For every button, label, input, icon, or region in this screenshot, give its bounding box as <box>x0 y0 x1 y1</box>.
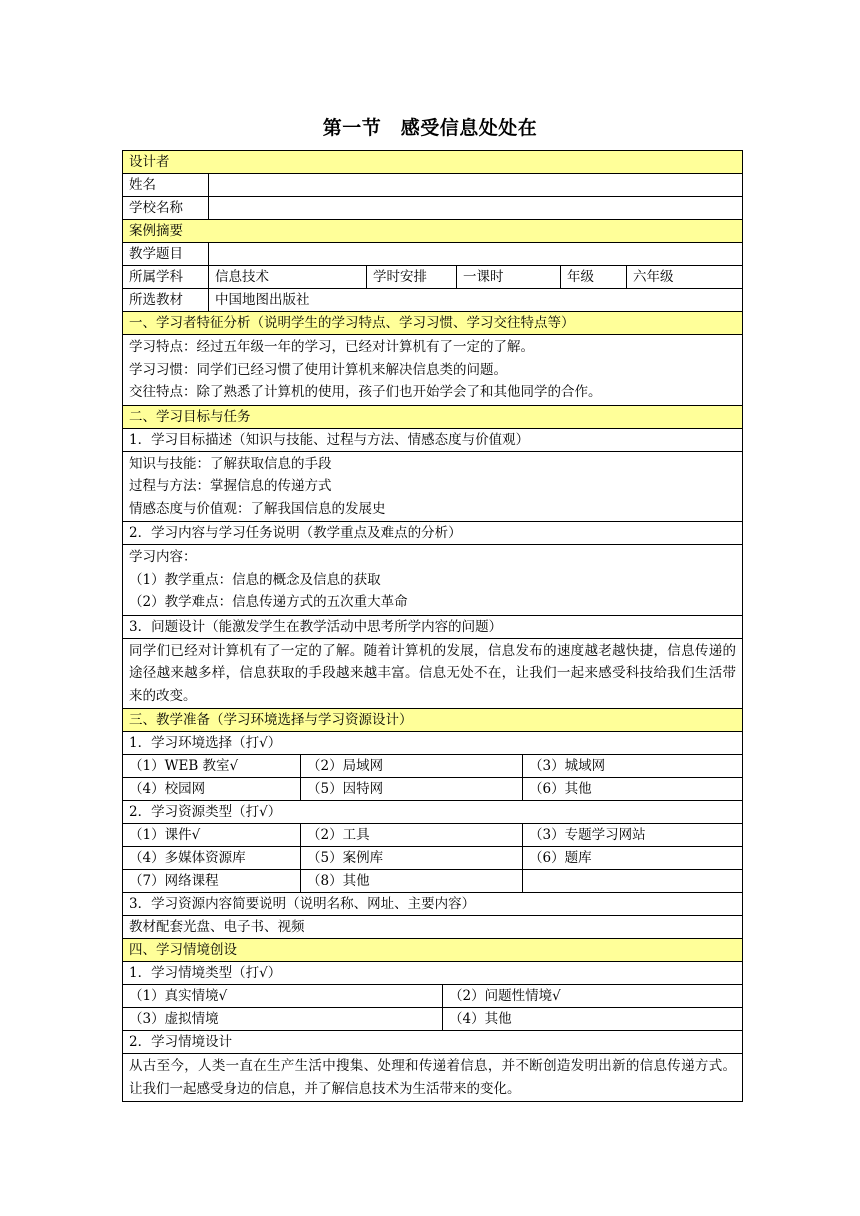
subject-value: 信息技术 <box>209 266 367 288</box>
section1-body-row <box>123 335 742 406</box>
objective-body-row <box>123 452 742 523</box>
env-row <box>123 755 742 778</box>
section4-header-row <box>123 939 742 962</box>
question-body-row <box>123 639 742 710</box>
section1-header: 一、学习者特征分析（说明学生的学习特点、学习习惯、学习交往特点等） <box>129 315 575 331</box>
section4-header: 四、学习情境创设 <box>129 942 237 958</box>
resource-option: （3）专题学习网站 <box>529 827 646 843</box>
question-subheading: 3．问题设计（能激发学生在教学活动中思考所学内容的问题） <box>129 618 503 635</box>
resource-subheading-row <box>123 801 742 824</box>
textbook-row <box>123 289 742 312</box>
topic-row <box>123 243 742 266</box>
resource-option: （5）案例库 <box>301 847 523 869</box>
objectives <box>123 452 742 522</box>
env-subheading: 1．学习环境选择（打√） <box>129 735 282 751</box>
section3-header-row <box>123 709 742 732</box>
situation-option: （1）真实情境√ <box>123 985 443 1007</box>
name-label: 姓名 <box>123 174 209 196</box>
question-design-text: 同学们已经对计算机有了一定的了解。随着计算机的发展，信息发布的速度越老越快捷，信息传递的途径越来越多样，信息获取的手段越来越丰富。信息无处不在，让我们一起来感受科技给我们生活带来的改变。 <box>129 642 736 704</box>
resource-subheading: 2．学习资源类型（打√） <box>129 804 282 820</box>
resource-option: （6）题库 <box>529 850 592 866</box>
social-trait: 交往特点：除了熟悉了计算机的使用，孩子们也开始学会了和其他同学的合作。 <box>129 384 602 400</box>
summary-header-row <box>123 220 742 243</box>
objective-attitude: 情感态度与价值观：了解我国信息的发展史 <box>129 500 386 517</box>
designer-header: 设计者 <box>129 154 170 170</box>
content-intro: 学习内容： <box>129 549 197 565</box>
name-row <box>123 174 742 197</box>
topic-value <box>209 243 742 265</box>
situation-option: （3）虚拟情境 <box>123 1008 443 1030</box>
resource-option: （2）工具 <box>301 824 523 846</box>
designer-header-row <box>123 151 742 174</box>
resource-option: （1）课件√ <box>123 824 301 846</box>
env-option: （2）局域网 <box>301 755 523 777</box>
page-title: 第一节 感受信息处处在 <box>322 117 538 139</box>
school-label: 学校名称 <box>123 197 209 219</box>
section1-header-row <box>123 312 742 335</box>
summary-header: 案例摘要 <box>129 223 183 239</box>
resource-desc-row <box>123 916 742 939</box>
hours-value: 一课时 <box>457 266 561 288</box>
env-option: （6）其他 <box>529 781 592 797</box>
resource-option: （7）网络课程 <box>123 870 301 892</box>
learning-habit: 学习习惯：同学们已经习惯了使用计算机来解决信息类的问题。 <box>129 361 507 378</box>
section2-header-row <box>123 406 742 429</box>
objective-knowledge: 知识与技能：了解获取信息的手段 <box>129 455 332 472</box>
env-row <box>123 778 742 801</box>
situation-design-text: 从古至今，人类一直在生产生活中搜集、处理和传递着信息，并不断创造发明出新的信息传递方式。让我们一起感受身边的信息，并了解信息技术为生活带来的变化。 <box>129 1058 736 1097</box>
resource-desc-subheading-row <box>123 893 742 916</box>
situation-type-row <box>123 1008 742 1031</box>
situation-design-subheading-row <box>123 1031 742 1054</box>
env-option: （4）校园网 <box>123 778 301 800</box>
section2-header: 二、学习目标与任务 <box>129 408 251 425</box>
resource-desc-subheading: 3．学习资源内容简要说明（说明名称、网址、主要内容） <box>129 896 476 912</box>
learning-content <box>123 545 742 615</box>
resource-option <box>523 870 742 892</box>
situation-option: （4）其他 <box>449 1011 512 1027</box>
env-option: （3）城域网 <box>529 758 606 774</box>
grade-value: 六年级 <box>633 269 674 285</box>
grade-label: 年级 <box>561 266 627 288</box>
learner-characteristics <box>123 335 742 405</box>
objective-process: 过程与方法：掌握信息的传递方式 <box>129 478 332 494</box>
resource-row <box>123 824 742 847</box>
env-subheading-row <box>123 732 742 755</box>
content-subheading: 2．学习内容与学习任务说明（教学重点及难点的分析） <box>129 525 462 541</box>
resource-option: （4）多媒体资源库 <box>123 847 301 869</box>
content-difficulty: （2）教学难点：信息传递方式的五次重大革命 <box>129 594 408 610</box>
section2-sub3-row <box>123 616 742 639</box>
school-row <box>123 197 742 220</box>
resource-row <box>123 847 742 870</box>
section2-sub1-row <box>123 429 742 452</box>
section3-header: 三、教学准备（学习环境选择与学习资源设计） <box>129 712 413 728</box>
objective-subheading: 1．学习目标描述（知识与技能、过程与方法、情感态度与价值观） <box>129 431 530 448</box>
situation-design-row <box>123 1054 742 1102</box>
name-value <box>209 174 742 196</box>
learning-trait: 学习特点：经过五年级一年的学习，已经对计算机有了一定的了解。 <box>129 339 534 355</box>
resource-option: （8）其他 <box>301 870 523 892</box>
resource-row <box>123 870 742 893</box>
situation-type-subheading-row <box>123 962 742 985</box>
situation-option: （2）问题性情境√ <box>449 988 561 1004</box>
subject-row <box>123 266 742 289</box>
resource-desc-text: 教材配套光盘、电子书、视频 <box>129 919 305 935</box>
env-option: （1）WEB 教室√ <box>123 755 301 777</box>
school-value <box>209 197 742 219</box>
situation-design-subheading: 2．学习情境设计 <box>129 1034 233 1050</box>
subject-label: 所属学科 <box>123 266 209 288</box>
content-key-point: （1）教学重点：信息的概念及信息的获取 <box>129 571 381 588</box>
lesson-design-form <box>122 150 743 1102</box>
topic-label: 教学题目 <box>123 243 209 265</box>
situation-type-row <box>123 985 742 1008</box>
situation-type-subheading: 1．学习情境类型（打√） <box>129 965 282 981</box>
textbook-label: 所选教材 <box>123 289 209 311</box>
env-option: （5）因特网 <box>301 778 523 800</box>
content-body-row <box>123 545 742 616</box>
section2-sub2-row <box>123 522 742 545</box>
textbook-value: 中国地图出版社 <box>215 292 310 308</box>
hours-label: 学时安排 <box>367 266 457 288</box>
